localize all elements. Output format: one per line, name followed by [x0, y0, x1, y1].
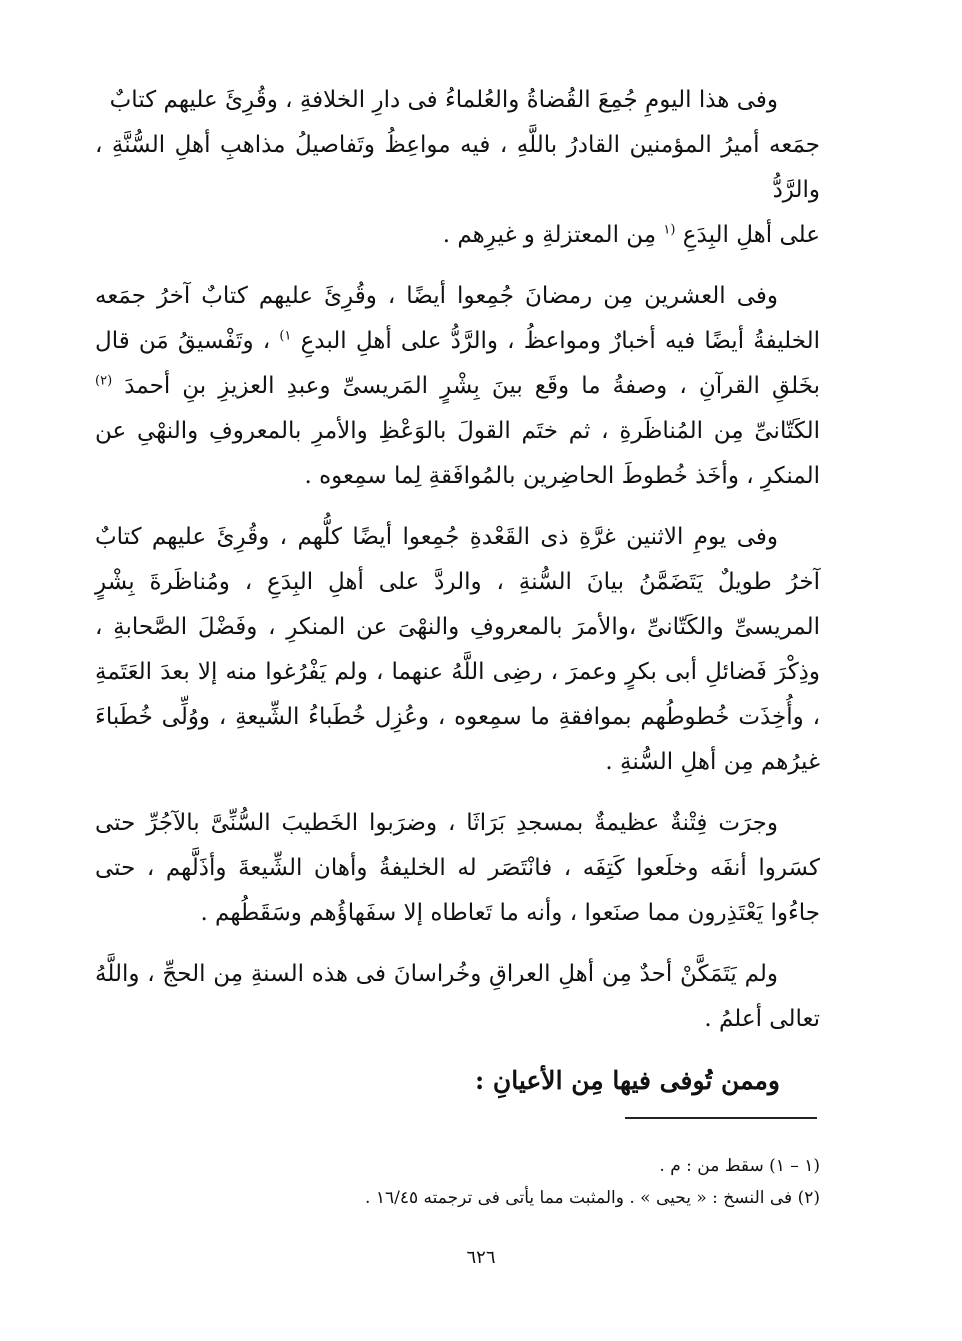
footnote-1: (١ – ١) سقط من : م . — [659, 1156, 820, 1176]
paragraph-2-text-c: الكَتّانىِّ مِن المُناظَرةِ ، ثم ختَم القولَ بالوَعْظِ والأمرِ بالمعروفِ والنهْىِ عن المنكرِ ، وأخَذ خُطوطَ الحاضِرين بالمُوافَقةِ لِما سمِعوه . — [95, 418, 820, 489]
paragraph-1-tail: مِن المعتزلةِ و غيرِهم . — [442, 222, 657, 248]
footnote-2: (٢) فى النسخ : « يحيى » . والمثبت مما يأتى فى ترجمته ١٦/٤٥ . — [365, 1188, 820, 1208]
main-text — [95, 78, 820, 1104]
paragraph-1-line-2: جمَعه أميرُ المؤمنين القادرُ باللَّهِ ، فيه مواعِظُ وتَفاصيلُ مذاهبِ أهلِ السُّنَّةِ ، والرَّدُّ — [95, 132, 820, 203]
paragraph-5: ولم يَتَمَكَّنْ أحدٌ مِن أهلِ العراقِ وخُراسانَ فى هذه السنةِ مِن الحجِّ ، واللَّهُ تعالى أعلمُ . — [95, 961, 820, 1032]
paragraph-2-text-a: وفى العشرين مِن رمضانَ جُمِعوا أيضًا ، وقُرِئَ عليهم كتابٌ آخرُ جمَعه الخليفةُ أيضًا فيه أخبارٌ ومواعظُ ، والرَّدُّ على أهلِ البدعِ — [95, 283, 821, 354]
footnote-marker-1-close: ١) — [279, 328, 292, 344]
paragraph-2 — [95, 274, 820, 499]
paragraph-1 — [95, 78, 820, 258]
paragraph-1-line-1: وفى هذا اليومِ جُمِعَ القُضاةُ والعُلماءُ فى دارِ الخلافةِ ، وقُرِئَ عليهم كتابٌ — [109, 87, 778, 113]
footnotes — [95, 1150, 820, 1214]
footnote-divider — [625, 1117, 817, 1119]
paragraph-3: وفى يومِ الاثنين غرَّةِ ذى القَعْدةِ جُمِعوا أيضًا كلُّهم ، وقُرِئَ عليهم كتابٌ آخرُ طويلٌ يَتَضَمَّنُ بيانَ السُّنةِ ، والردَّ على أهلِ البِدَعِ ، ومُناظَرةَ بِشْرٍ المريسىِّ والكَتّانىِّ ،والأمرَ بالمعروفِ والنهْىَ عن المنكرِ ، وفَضْلَ الصَّحابةِ ، وذِكْرَ فَضائلِ أبى بكرٍ وعمرَ ، رضِى اللَّهُ عنهما ، ولم يَفْرُغوا منه إلا بعدَ العَتَمةِ ، وأُخِذَت خُطوطُهم بموافقةِ ما سمِعوه ، وعُزِل خُطَباءُ الشِّيعةِ ، ووُلِّى خُطَباءَ غيرُهم مِن أهلِ السُّنةِ . — [95, 524, 820, 775]
footnote-marker-2: (٢) — [95, 373, 113, 389]
page-number: ٦٢٦ — [466, 1247, 496, 1268]
section-heading: وممن تُوفى فيها مِن الأعيانِ : — [474, 1066, 780, 1095]
paragraph-2-text-b: ، وتَفْسيقُ مَن قال بخَلقِ القرآنِ ، وصفةُ ما وقَع بينَ بِشْرٍ المَريسىِّ وعبدِ العزيزِ بنِ أحمدَ — [95, 328, 820, 399]
paragraph-4: وجرَت فِتْنةٌ عظيمةٌ بمسجدِ بَرَاثَا ، وضرَبوا الخَطيبَ السُّنِّىَّ بالآجُرِّ حتى كسَروا أنفَه وخلَعوا كَتِفَه ، فانْتَصَر له الخليفةُ وأهان الشِّيعةَ وأذَلَّهم ، حتى جاءُوا يَعْتَذِرون مما صنَعوا ، وأنه ما تَعاطاه إلا سفَهاؤُهم وسَقَطُهم . — [95, 810, 820, 926]
paragraph-1-line-3: على أهلِ البِدَعِ — [682, 222, 820, 248]
footnote-marker-1-open: (١ — [663, 222, 676, 238]
